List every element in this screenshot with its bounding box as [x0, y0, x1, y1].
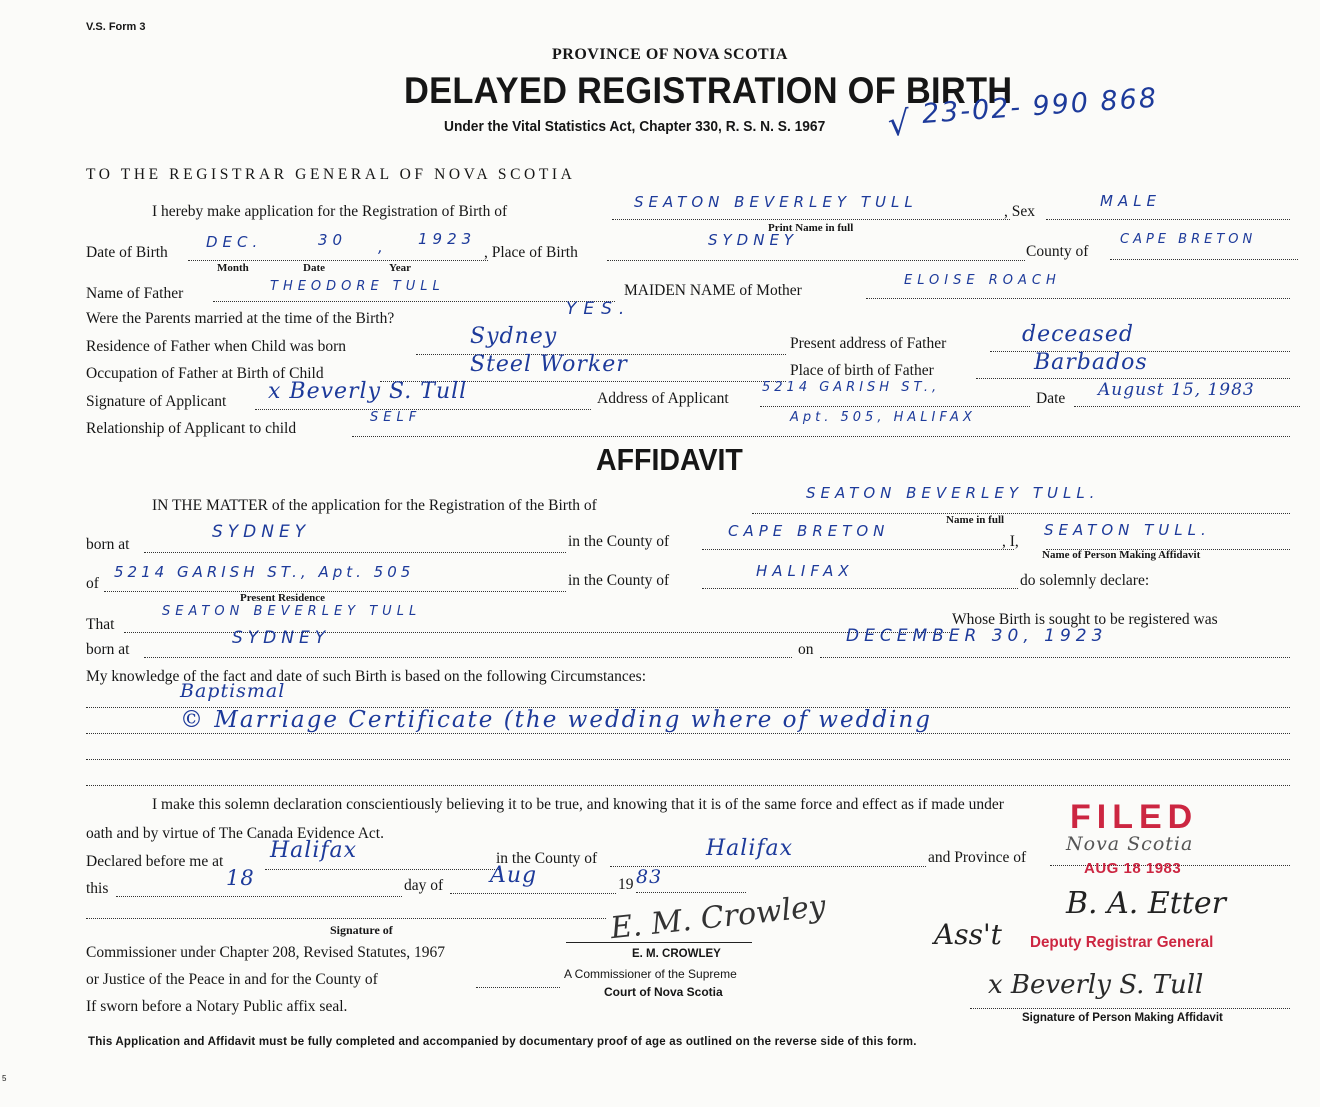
affiant-signature: x Beverly S. Tull — [988, 970, 1204, 1000]
commissioner-signature: E. M. Crowley — [608, 888, 828, 947]
married-value: YES. — [566, 299, 632, 319]
footer-note: This Application and Affidavit must be fully completed and accompanied by documentary proof of age as outlined on the reverse side of this form. — [88, 1036, 917, 1048]
residence-label: Residence of Father when Child was born — [86, 338, 346, 355]
declared-year: 83 — [636, 866, 663, 888]
app-date-label: Date — [1036, 390, 1066, 407]
i-label: , I, — [1002, 533, 1019, 550]
affiant-sig-line — [970, 1008, 1290, 1009]
affidavit-title: AFFIDAVIT — [596, 442, 743, 477]
father-birthplace: Barbados — [1034, 350, 1148, 375]
sex-value: MALE — [1100, 192, 1162, 210]
father-birthplace-line — [976, 378, 1290, 379]
born-at2-label: born at — [86, 641, 130, 658]
sex-line — [1046, 219, 1290, 220]
father-line — [213, 301, 615, 302]
declared-day: 18 — [226, 866, 255, 890]
circ-line-4 — [86, 785, 1290, 786]
dob-label: Date of Birth — [86, 244, 168, 261]
on-line — [820, 657, 1290, 658]
date-hint: Date — [303, 262, 325, 274]
this-label: this — [86, 880, 109, 897]
commissioner-label: Commissioner under Chapter 208, Revised Statutes, 1967 — [86, 944, 446, 961]
justice-label: or Justice of the Peace in and for the County of — [86, 971, 378, 988]
month-line — [450, 893, 616, 894]
mother-line — [866, 298, 1290, 299]
applicant-address-2: Apt. 505, HALIFAX — [790, 410, 976, 425]
affidavit-born-at: SYDNEY — [212, 522, 311, 542]
name-line — [612, 219, 1010, 220]
father-residence: Sydney — [470, 324, 558, 349]
affiant-name: SEATON TULL. — [1044, 521, 1211, 539]
signature-line — [255, 409, 591, 410]
dob-year: 1923 — [418, 230, 477, 248]
dob-day: 30 — [318, 231, 348, 249]
asst-handwritten: Ass't — [934, 918, 1002, 951]
addressee: TO THE REGISTRAR GENERAL OF NOVA SCOTIA — [86, 166, 576, 183]
declared-at-line — [265, 869, 499, 870]
sex-label: , Sex — [1004, 203, 1035, 220]
stamp-line-2: Court of Nova Scotia — [604, 985, 723, 999]
day-of-label: day of — [404, 877, 444, 894]
of-label: of — [86, 575, 99, 592]
check-mark: √ — [886, 103, 912, 145]
applicant-address-1: 5214 GARISH ST., — [762, 380, 941, 395]
circumstance-2: © Marriage Certificate (the wedding where of wedding — [180, 707, 932, 733]
knowledge-label: My knowledge of the fact and date of such Birth is based on the following Circumstances: — [86, 668, 647, 685]
registrar-signature: B. A. Etter — [1066, 886, 1226, 921]
married-label: Were the Parents married at the time of the Birth? — [86, 310, 395, 327]
born-on: DECEMBER 30, 1923 — [846, 626, 1108, 646]
filed-stamp: FILED — [1070, 798, 1199, 836]
province-heading: PROVINCE OF NOVA SCOTIA — [552, 46, 788, 63]
declared-at-label: Declared before me at — [86, 853, 224, 870]
in-county-line — [702, 549, 1014, 550]
commissioner-sig-line — [86, 918, 606, 919]
declare-label: do solemnly declare: — [1020, 572, 1150, 589]
page-mark: 5 — [2, 1074, 7, 1083]
app-date-line — [1074, 406, 1300, 407]
place-line — [607, 260, 1025, 261]
notary-label: If sworn before a Notary Public affix seal. — [86, 998, 348, 1015]
form-number: V.S. Form 3 — [86, 21, 146, 33]
act-reference: Under the Vital Statistics Act, Chapter 330, R. S. N. S. 1967 — [444, 119, 826, 135]
father-birthplace-label: Place of birth of Father — [790, 362, 934, 379]
relationship-label: Relationship of Applicant to child — [86, 420, 297, 437]
circ-line-3 — [86, 759, 1290, 760]
form-title: DELAYED REGISTRATION OF BIRTH — [404, 70, 1013, 111]
stamp-rule — [566, 942, 752, 943]
father-occupation: Steel Worker — [470, 352, 628, 377]
stamp-line-1: A Commissioner of the Supreme — [564, 967, 737, 981]
affidavit-child-name: SEATON BEVERLEY TULL. — [806, 484, 1100, 502]
in-county2-label: in the County of — [568, 572, 670, 589]
address-label: Address of Applicant — [597, 390, 729, 407]
applicant-signature: x Beverly S. Tull — [268, 379, 468, 404]
born-at-line — [144, 552, 566, 553]
affiant-hint: Name of Person Making Affidavit — [1042, 549, 1201, 561]
birth-county: CAPE BRETON — [1120, 232, 1257, 247]
whose-label: Whose Birth is sought to be registered was — [952, 611, 1218, 628]
justice-line — [476, 987, 560, 988]
present-res-hint: Present Residence — [240, 592, 326, 604]
circumstance-1: Baptismal — [180, 680, 286, 702]
matter-line — [752, 513, 1290, 514]
signature-of-hint: Signature of — [330, 923, 393, 937]
mother-label: MAIDEN NAME of Mother — [624, 282, 802, 299]
that-name: SEATON BEVERLEY TULL — [162, 604, 422, 619]
declared-county: Halifax — [706, 836, 794, 861]
dob-comma: , — [378, 238, 388, 256]
year-prefix: 19 — [618, 876, 634, 893]
declared-at: Halifax — [270, 838, 358, 863]
signature-label: Signature of Applicant — [86, 393, 227, 410]
on-label: on — [798, 641, 814, 658]
affiant-sig-hint: Signature of Person Making Affidavit — [1022, 1012, 1223, 1024]
declared-province: Nova Scotia — [1066, 833, 1194, 855]
relationship-line — [352, 436, 1290, 437]
in-county-label: in the County of — [568, 533, 670, 550]
born-at2-line — [144, 657, 792, 658]
dob-line — [188, 260, 488, 261]
county-line — [1110, 259, 1298, 260]
affiant-county: HALIFAX — [756, 562, 854, 580]
mother-name: ELOISE ROACH — [904, 273, 1061, 288]
declaration-line-2: oath and by virtue of The Canada Evidence Act. — [86, 825, 384, 842]
born-at-label: born at — [86, 536, 130, 553]
year-line — [636, 892, 746, 893]
father-name: THEODORE TULL — [270, 279, 445, 294]
declared-month: Aug — [490, 863, 538, 888]
occupation-label: Occupation of Father at Birth of Child — [86, 365, 324, 382]
county3-label: in the County of — [496, 850, 598, 867]
county-label: County of — [1026, 243, 1089, 260]
address-line — [760, 406, 1030, 407]
day-line — [116, 896, 402, 897]
affiant-residence: 5214 GARISH ST., Apt. 505 — [114, 563, 415, 581]
affidavit-born-at2: SYDNEY — [232, 628, 331, 648]
affidavit-county: CAPE BRETON — [728, 522, 890, 540]
deputy-registrar-stamp: Deputy Registrar General — [1030, 934, 1214, 951]
of-line — [104, 591, 566, 592]
declaration-line-1: I make this solemn declaration conscientiously believing it to be true, and knowing that it is of the same force and effect as if made under — [152, 796, 1004, 813]
father-present-addr: deceased — [1022, 322, 1134, 347]
stamp-name: E. M. CROWLEY — [632, 948, 721, 960]
father-label: Name of Father — [86, 285, 184, 302]
dob-month: DEC. — [206, 233, 263, 251]
present-addr-label: Present address of Father — [790, 335, 947, 352]
place-label: , Place of Birth — [484, 244, 578, 261]
filed-date: AUG 18 1983 — [1084, 860, 1182, 877]
apply-label: I hereby make application for the Registration of Birth of — [152, 203, 508, 220]
province-label: and Province of — [928, 849, 1027, 866]
child-name: SEATON BEVERLEY TULL — [634, 193, 918, 211]
relationship-value: SELF — [370, 410, 422, 425]
registration-number: 23-02- 990 868 — [920, 82, 1159, 130]
birth-place: SYDNEY — [708, 231, 799, 249]
name-full-hint: Name in full — [946, 514, 1005, 526]
application-date: August 15, 1983 — [1098, 380, 1255, 400]
circ-line-2 — [86, 733, 1290, 734]
month-hint: Month — [217, 262, 249, 274]
in-county2-line — [702, 588, 1018, 589]
year-hint: Year — [389, 262, 411, 274]
matter-label: IN THE MATTER of the application for the Registration of the Birth of — [152, 497, 597, 514]
that-label: That — [86, 616, 115, 633]
print-name-hint: Print Name in full — [768, 222, 854, 234]
